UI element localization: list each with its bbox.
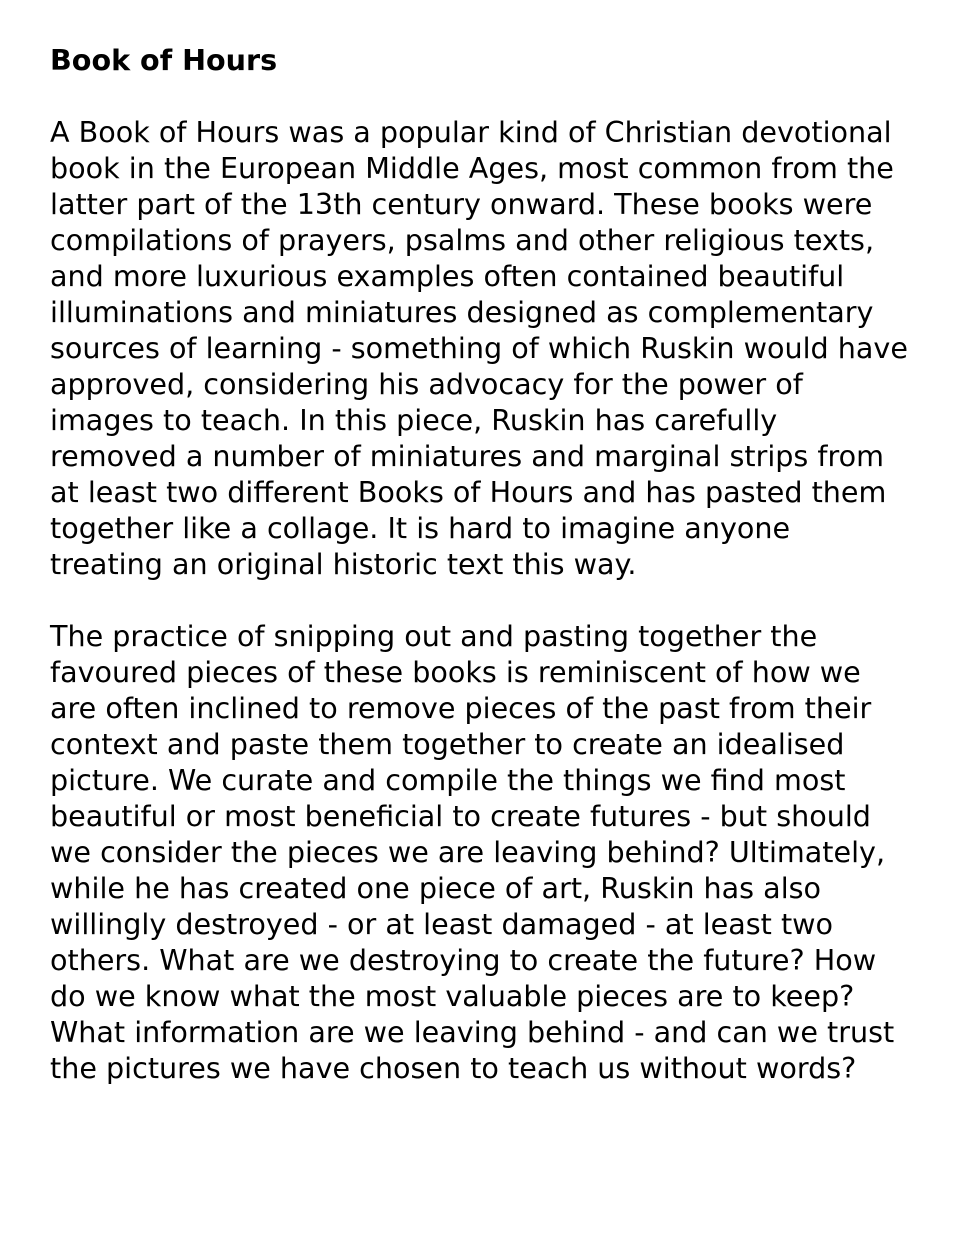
document-body bbox=[50, 42, 910, 1086]
paragraph-intro: A Book of Hours was a popular kind of Christian devotional book in the European Middle Ages, most common from the latter part of the 13th century onward. These books were compilations of prayers, psalms and other religious texts, and more luxurious examples often contained beautiful illuminations and miniatures designed as complementary sources of learning - something of which Ruskin would have approved, considering his advocacy for the power of images to teach. In this piece, Ruskin has carefully removed a number of miniatures and marginal strips from at least two different Books of Hours and has pasted them together like a collage. It is hard to imagine anyone treating an original historic text this way. bbox=[50, 115, 908, 581]
paragraph-reflection: The practice of snipping out and pasting together the favoured pieces of these books is reminiscent of how we are often inclined to remove pieces of the past from their context and paste them together to create an idealised picture. We curate and compile the things we find most beautiful or most beneficial to create futures - but should we consider the pieces we are leaving behind? Ultimately, while he has created one piece of art, Ruskin has also willingly destroyed - or at least damaged - at least two others. What are we destroying to create the future? How do we know what the most valuable pieces are to keep? What information are we leaving behind - and can we trust the pictures we have chosen to teach us without words? bbox=[50, 619, 895, 1085]
document-title: Book of Hours bbox=[50, 43, 278, 77]
